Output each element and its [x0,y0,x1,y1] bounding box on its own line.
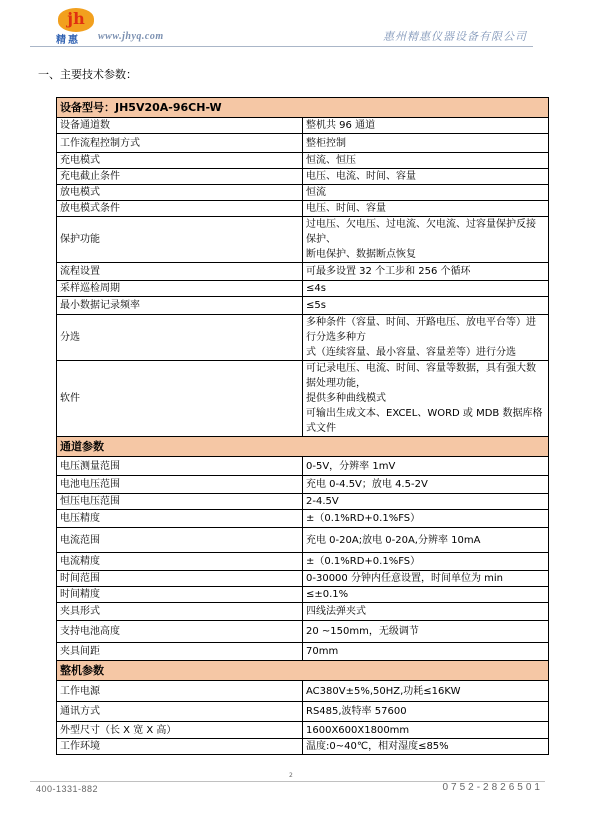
website-text: www.jhyq.com [98,31,164,42]
row-value-line: ≤±0.1% [306,589,349,600]
row-value [303,169,549,185]
row-value [303,134,549,153]
row-value-line: 充电 0-4.5V；放电 4.5-2V [306,479,428,490]
table-row [57,571,549,587]
table-row [57,263,549,281]
row-value-line: 四线法弹夹式 [306,606,366,617]
row-value [303,510,549,528]
row-label: 外型尺寸（长 X 宽 X 高） [57,722,303,739]
row-value-line: ≤5s [306,300,326,311]
footer-phone-right: 0752-2826501 [442,782,543,793]
row-label: 流程设置 [57,263,303,281]
row-value [303,281,549,297]
table-row [57,361,549,437]
table-row [57,643,549,661]
row-value [303,702,549,722]
row-value-line: 提供多种曲线模式 [306,393,386,404]
row-value-line: 断电保护、数据断点恢复 [306,249,416,260]
row-value-line: 0-5V，分辨率 1mV [306,460,396,472]
row-label: 电压测量范围 [57,457,303,476]
company-logo: jh [58,8,94,32]
page-number: 2 [289,772,293,779]
row-value-line: 可记录电压、电流、时间、容量等数据，具有强大数据处理功能， [306,363,536,389]
row-label: 恒压电压范围 [57,494,303,510]
row-label: 通讯方式 [57,702,303,722]
row-value-line: 可最多设置 32 个工步和 256 个循环 [306,266,471,277]
row-value-line: 70mm [306,646,339,657]
footer-phone-left: 400-1331-882 [36,784,99,794]
row-value [303,263,549,281]
row-value [303,553,549,571]
page-header [0,0,593,52]
row-value [303,201,549,217]
row-value [303,476,549,494]
row-label: 电池电压范围 [57,476,303,494]
table-row [57,494,549,510]
row-value [303,297,549,315]
row-value [303,494,549,510]
row-value-line: 20 ~150mm，无级调节 [306,626,419,637]
row-value-line: 式（连续容量、最小容量、容量差等）进行分选 [306,347,516,358]
row-value-line: 恒流 [306,187,326,198]
row-label: 充电截止条件 [57,169,303,185]
row-value-line: 整机共 96 通道 [306,120,376,131]
row-value-line: 2-4.5V [306,496,339,507]
table-row [57,510,549,528]
row-value-line: 整柜控制 [306,137,346,149]
table-row [57,297,549,315]
table-row [57,722,549,739]
row-label: 电流范围 [57,528,303,553]
table-row [57,281,549,297]
row-label: 工作环境 [57,739,303,755]
table-row [57,118,549,134]
row-label: 采样巡检周期 [57,281,303,297]
table-row [57,134,549,153]
row-value [303,528,549,553]
row-value-line: RS485,波特率 57600 [306,706,407,717]
row-label: 工作电源 [57,681,303,702]
row-label: 夹具形式 [57,603,303,621]
table-row [57,528,549,553]
channel-header-row [57,437,549,457]
row-value-line: 多种条件（容量、时间、开路电压、放电平台等）进行分选多种方 [306,317,536,343]
row-value-line: 电压、时间、容量 [306,203,386,214]
table-row [57,681,549,702]
row-value [303,153,549,169]
row-value [303,603,549,621]
row-value [303,457,549,476]
row-value-line: ±（0.1%RD+0.1%FS） [306,556,421,567]
row-label: 保护功能 [57,217,303,263]
row-value-line: AC380V±5%,50HZ,功耗≤16KW [306,685,461,697]
table-row [57,587,549,603]
row-value [303,587,549,603]
table-row [57,476,549,494]
row-value [303,722,549,739]
row-value-line: ±（0.1%RD+0.1%FS） [306,513,421,524]
row-label: 充电模式 [57,153,303,169]
row-value-line: 1600X600X1800mm [306,724,410,736]
row-value-line: 恒流、恒压 [306,155,356,166]
row-label: 电压精度 [57,510,303,528]
row-value [303,361,549,437]
row-label: 设备通道数 [57,118,303,134]
table-row [57,457,549,476]
spec-table [56,97,549,755]
row-label: 最小数据记录频率 [57,297,303,315]
row-value-line: 可输出生成文本、EXCEL、WORD 或 MDB 数据库格式文件 [306,408,543,434]
model-header-row [57,98,549,118]
row-label: 时间范围 [57,571,303,587]
row-value [303,118,549,134]
row-label: 夹具间距 [57,643,303,661]
row-value [303,571,549,587]
row-label: 时间精度 [57,587,303,603]
row-value-line: 电压、电流、时间、容量 [306,171,416,182]
row-value [303,315,549,361]
machine-header-row [57,661,549,681]
row-value [303,217,549,263]
row-value-line: 充电 0-20A;放电 0-20A,分辨率 10mA [306,534,481,546]
table-row [57,603,549,621]
table-row [57,217,549,263]
table-row [57,315,549,361]
row-label: 放电模式 [57,185,303,201]
table-row [57,621,549,643]
row-label: 放电模式条件 [57,201,303,217]
row-value-line: 0-30000 分钟内任意设置，时间单位为 min [306,573,503,584]
company-name: 惠州精惠仪器设备有限公司 [383,30,527,43]
row-label: 电流精度 [57,553,303,571]
row-value [303,621,549,643]
row-value-line: ≤4s [306,283,326,294]
table-row [57,553,549,571]
row-value-line: 过电压、欠电压、过电流、欠电流、过容量保护反接保护、 [306,219,536,245]
row-label: 支持电池高度 [57,621,303,643]
row-value [303,681,549,702]
header-divider [30,46,533,47]
row-value [303,739,549,755]
machine-header: 整机参数 [57,661,549,681]
section-title: 一、主要技术参数： [38,68,137,81]
logo-chinese-text: 精惠 [56,35,80,46]
table-row [57,153,549,169]
channel-header: 通道参数 [57,437,549,457]
table-row [57,702,549,722]
table-row [57,169,549,185]
table-row [57,201,549,217]
row-label: 软件 [57,361,303,437]
row-label: 分选 [57,315,303,361]
table-row [57,185,549,201]
row-label: 工作流程控制方式 [57,134,303,153]
row-value-line: 温度:0~40℃，相对湿度≤85% [306,741,449,752]
row-value [303,185,549,201]
model-header: 设备型号：JH5V20A-96CH-W [57,98,549,118]
row-value [303,643,549,661]
table-row [57,739,549,755]
